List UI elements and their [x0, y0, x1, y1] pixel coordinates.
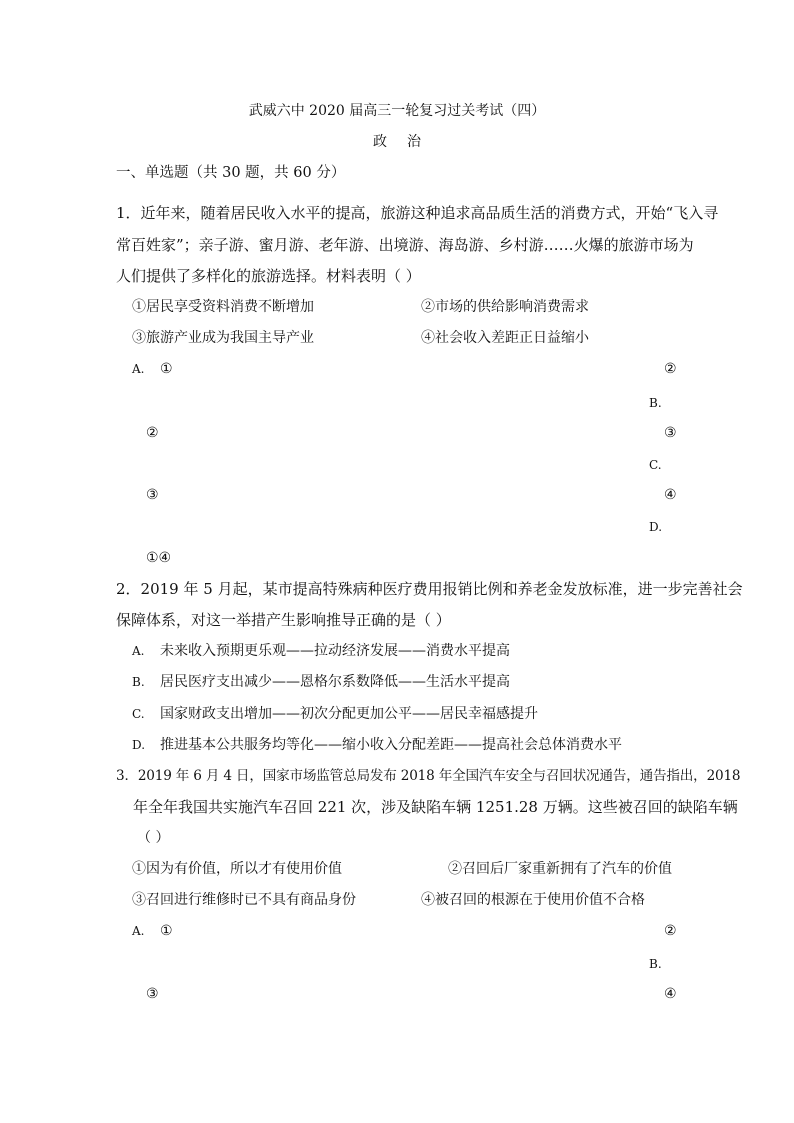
q1-option-d-value: ①④: [146, 550, 172, 566]
q1-option-a-first: ①: [160, 361, 173, 377]
q1-line-2: 常百姓家”；亲子游、蜜月游、老年游、出境游、海岛游、乡村游……火爆的旅游市场为: [116, 236, 694, 254]
q2-option-c-text: 国家财政支出增加——初次分配更加公平——居民幸福感提升: [160, 706, 538, 722]
q1-option-c-first: ③: [146, 487, 159, 503]
q3-option-a-label[interactable]: A.: [132, 924, 145, 938]
q1-line-1: 1．近年来，随着居民收入水平的提高，旅游这种追求高品质生活的消费方式，开始“飞入寻: [116, 204, 719, 222]
q1-line-3: 人们提供了多样化的旅游选择。材料表明（ ）: [116, 267, 421, 285]
q2-line-2: 保障体系，对这一举措产生影响推导正确的是（ ）: [116, 611, 451, 629]
q2-option-a-text: 未来收入预期更乐观——拉动经济发展——消费水平提高: [160, 643, 510, 659]
q2-option-b-label: B.: [132, 675, 145, 689]
q1-statement-1: ①居民享受资料消费不断增加: [132, 299, 314, 315]
q1-option-d-label[interactable]: D.: [649, 520, 663, 534]
q1-option-b-first: ②: [146, 425, 159, 441]
q2-option-d-text: 推进基本公共服务均等化——缩小收入分配差距——提高社会总体消费水平: [160, 737, 622, 753]
q1-option-a-second: ②: [664, 361, 677, 377]
q3-statement-2: ②召回后厂家重新拥有了汽车的价值: [448, 861, 672, 877]
q2-option-c-label: C.: [132, 707, 145, 721]
q3-line-2: 年全年我国共实施汽车召回 221 次，涉及缺陷车辆 1251.28 万辆。这些被召回的缺陷车辆: [133, 798, 738, 816]
q1-option-c-second: ④: [664, 487, 677, 503]
q3-statement-1: ①因为有价值，所以才有使用价值: [132, 861, 342, 877]
subject-title: 政治: [373, 134, 441, 150]
q2-line-1: 2．2019 年 5 月起，某市提高特殊病种医疗费用报销比例和养老金发放标准，进一步完善社会: [116, 580, 743, 598]
q1-option-b-label[interactable]: B.: [649, 396, 662, 410]
q3-option-a-second: ②: [664, 923, 677, 939]
q1-statement-3: ③旅游产业成为我国主导产业: [132, 330, 314, 346]
section-heading: 一、单选题（共 30 题，共 60 分）: [116, 165, 346, 181]
q1-option-a-label[interactable]: A.: [132, 362, 145, 376]
q3-line-3: （ ）: [137, 830, 170, 846]
exam-title: 武威六中 2020 届高三一轮复习过关考试（四）: [248, 103, 546, 119]
q1-option-c-label[interactable]: C.: [649, 458, 662, 472]
q2-option-a-label: A.: [132, 644, 145, 658]
q3-statement-4: ④被召回的根源在于使用价值不合格: [421, 892, 645, 908]
q3-statement-3: ③召回进行维修时已不具有商品身份: [132, 892, 356, 908]
q1-statement-2: ②市场的供给影响消费需求: [421, 299, 589, 315]
q1-statement-4: ④社会收入差距正日益缩小: [421, 330, 589, 346]
q3-option-b-label[interactable]: B.: [649, 957, 662, 971]
q3-option-a-first: ①: [160, 923, 173, 939]
q3-line-1: 3．2019 年 6 月 4 日，国家市场监管总局发布 2018 年全国汽车安全与召回状况通告，通告指出，2018: [116, 768, 741, 784]
q3-option-b-first: ③: [146, 986, 159, 1002]
q3-option-b-second: ④: [664, 986, 677, 1002]
q2-option-d-label: D.: [132, 738, 146, 752]
q2-option-b-text: 居民医疗支出减少——恩格尔系数降低——生活水平提高: [160, 674, 510, 690]
q1-option-b-second: ③: [664, 425, 677, 441]
